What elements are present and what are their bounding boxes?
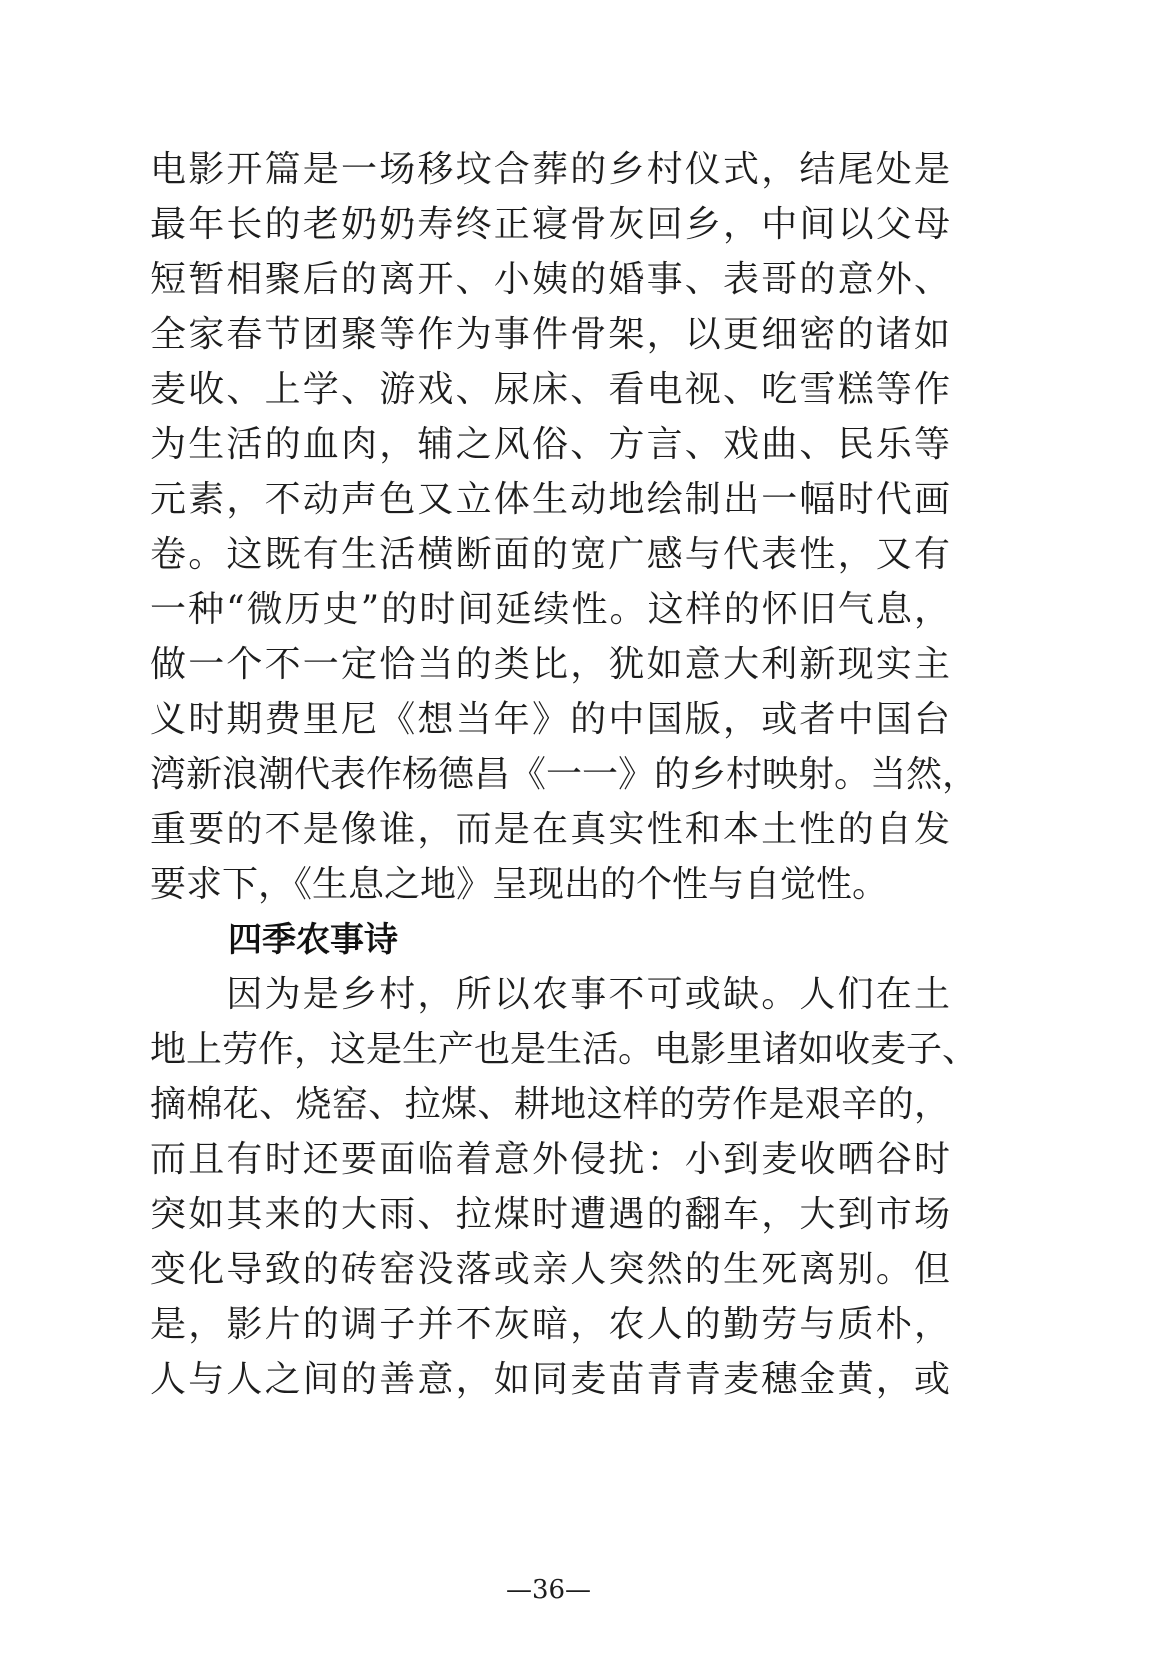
text-line: 一种“微历史”的时间延续性。这样的怀旧气息， (150, 589, 950, 630)
text-line: 地上劳作，这是生产也是生活。电影里诸如收麦子、 (150, 1029, 979, 1070)
text-line: 要求下，《生息之地》呈现出的个性与自觉性。 (150, 864, 889, 905)
text-line: 做一个不一定恰当的类比，犹如意大利新现实主 (150, 644, 950, 685)
text-line: 人与人之间的善意，如同麦苗青青麦穗金黄，或 (150, 1359, 950, 1400)
text-line: 短暂相聚后的离开、小姨的婚事、表哥的意外、 (150, 259, 950, 300)
text-line: 重要的不是像谁，而是在真实性和本土性的自发 (150, 809, 950, 850)
text-line: 湾新浪潮代表作杨德昌《一一》的乡村映射。当然， (150, 754, 979, 795)
text-line: 变化导致的砖窑没落或亲人突然的生死离别。但 (150, 1249, 950, 1290)
text-line: 突如其来的大雨、拉煤时遭遇的翻车，大到市场 (150, 1194, 950, 1235)
section-heading: 四季农事诗 (228, 920, 398, 960)
text-line: 最年长的老奶奶寿终正寝骨灰回乡，中间以父母 (150, 204, 950, 245)
text-line: 因为是乡村，所以农事不可或缺。人们在土 (150, 974, 950, 1015)
page-number: —36— (505, 1575, 592, 1605)
text-line: 麦收、上学、游戏、尿床、看电视、吃雪糕等作 (150, 369, 950, 410)
text-line: 而且有时还要面临着意外侵扰：小到麦收晒谷时 (150, 1139, 950, 1180)
text-line: 是，影片的调子并不灰暗，农人的勤劳与质朴， (150, 1304, 950, 1345)
text-line: 元素，不动声色又立体生动地绘制出一幅时代画 (150, 479, 950, 520)
text-line: 为生活的血肉，辅之风俗、方言、戏曲、民乐等 (150, 424, 950, 465)
text-line: 卷。这既有生活横断面的宽广感与代表性，又有 (150, 534, 950, 575)
text-line: 电影开篇是一场移坟合葬的乡村仪式，结尾处是 (150, 149, 950, 190)
text-line: 摘棉花、烧窑、拉煤、耕地这样的劳作是艰辛的， (150, 1084, 950, 1125)
text-line: 全家春节团聚等作为事件骨架，以更细密的诸如 (150, 314, 950, 355)
text-line: 义时期费里尼《想当年》的中国版，或者中国台 (150, 699, 950, 740)
